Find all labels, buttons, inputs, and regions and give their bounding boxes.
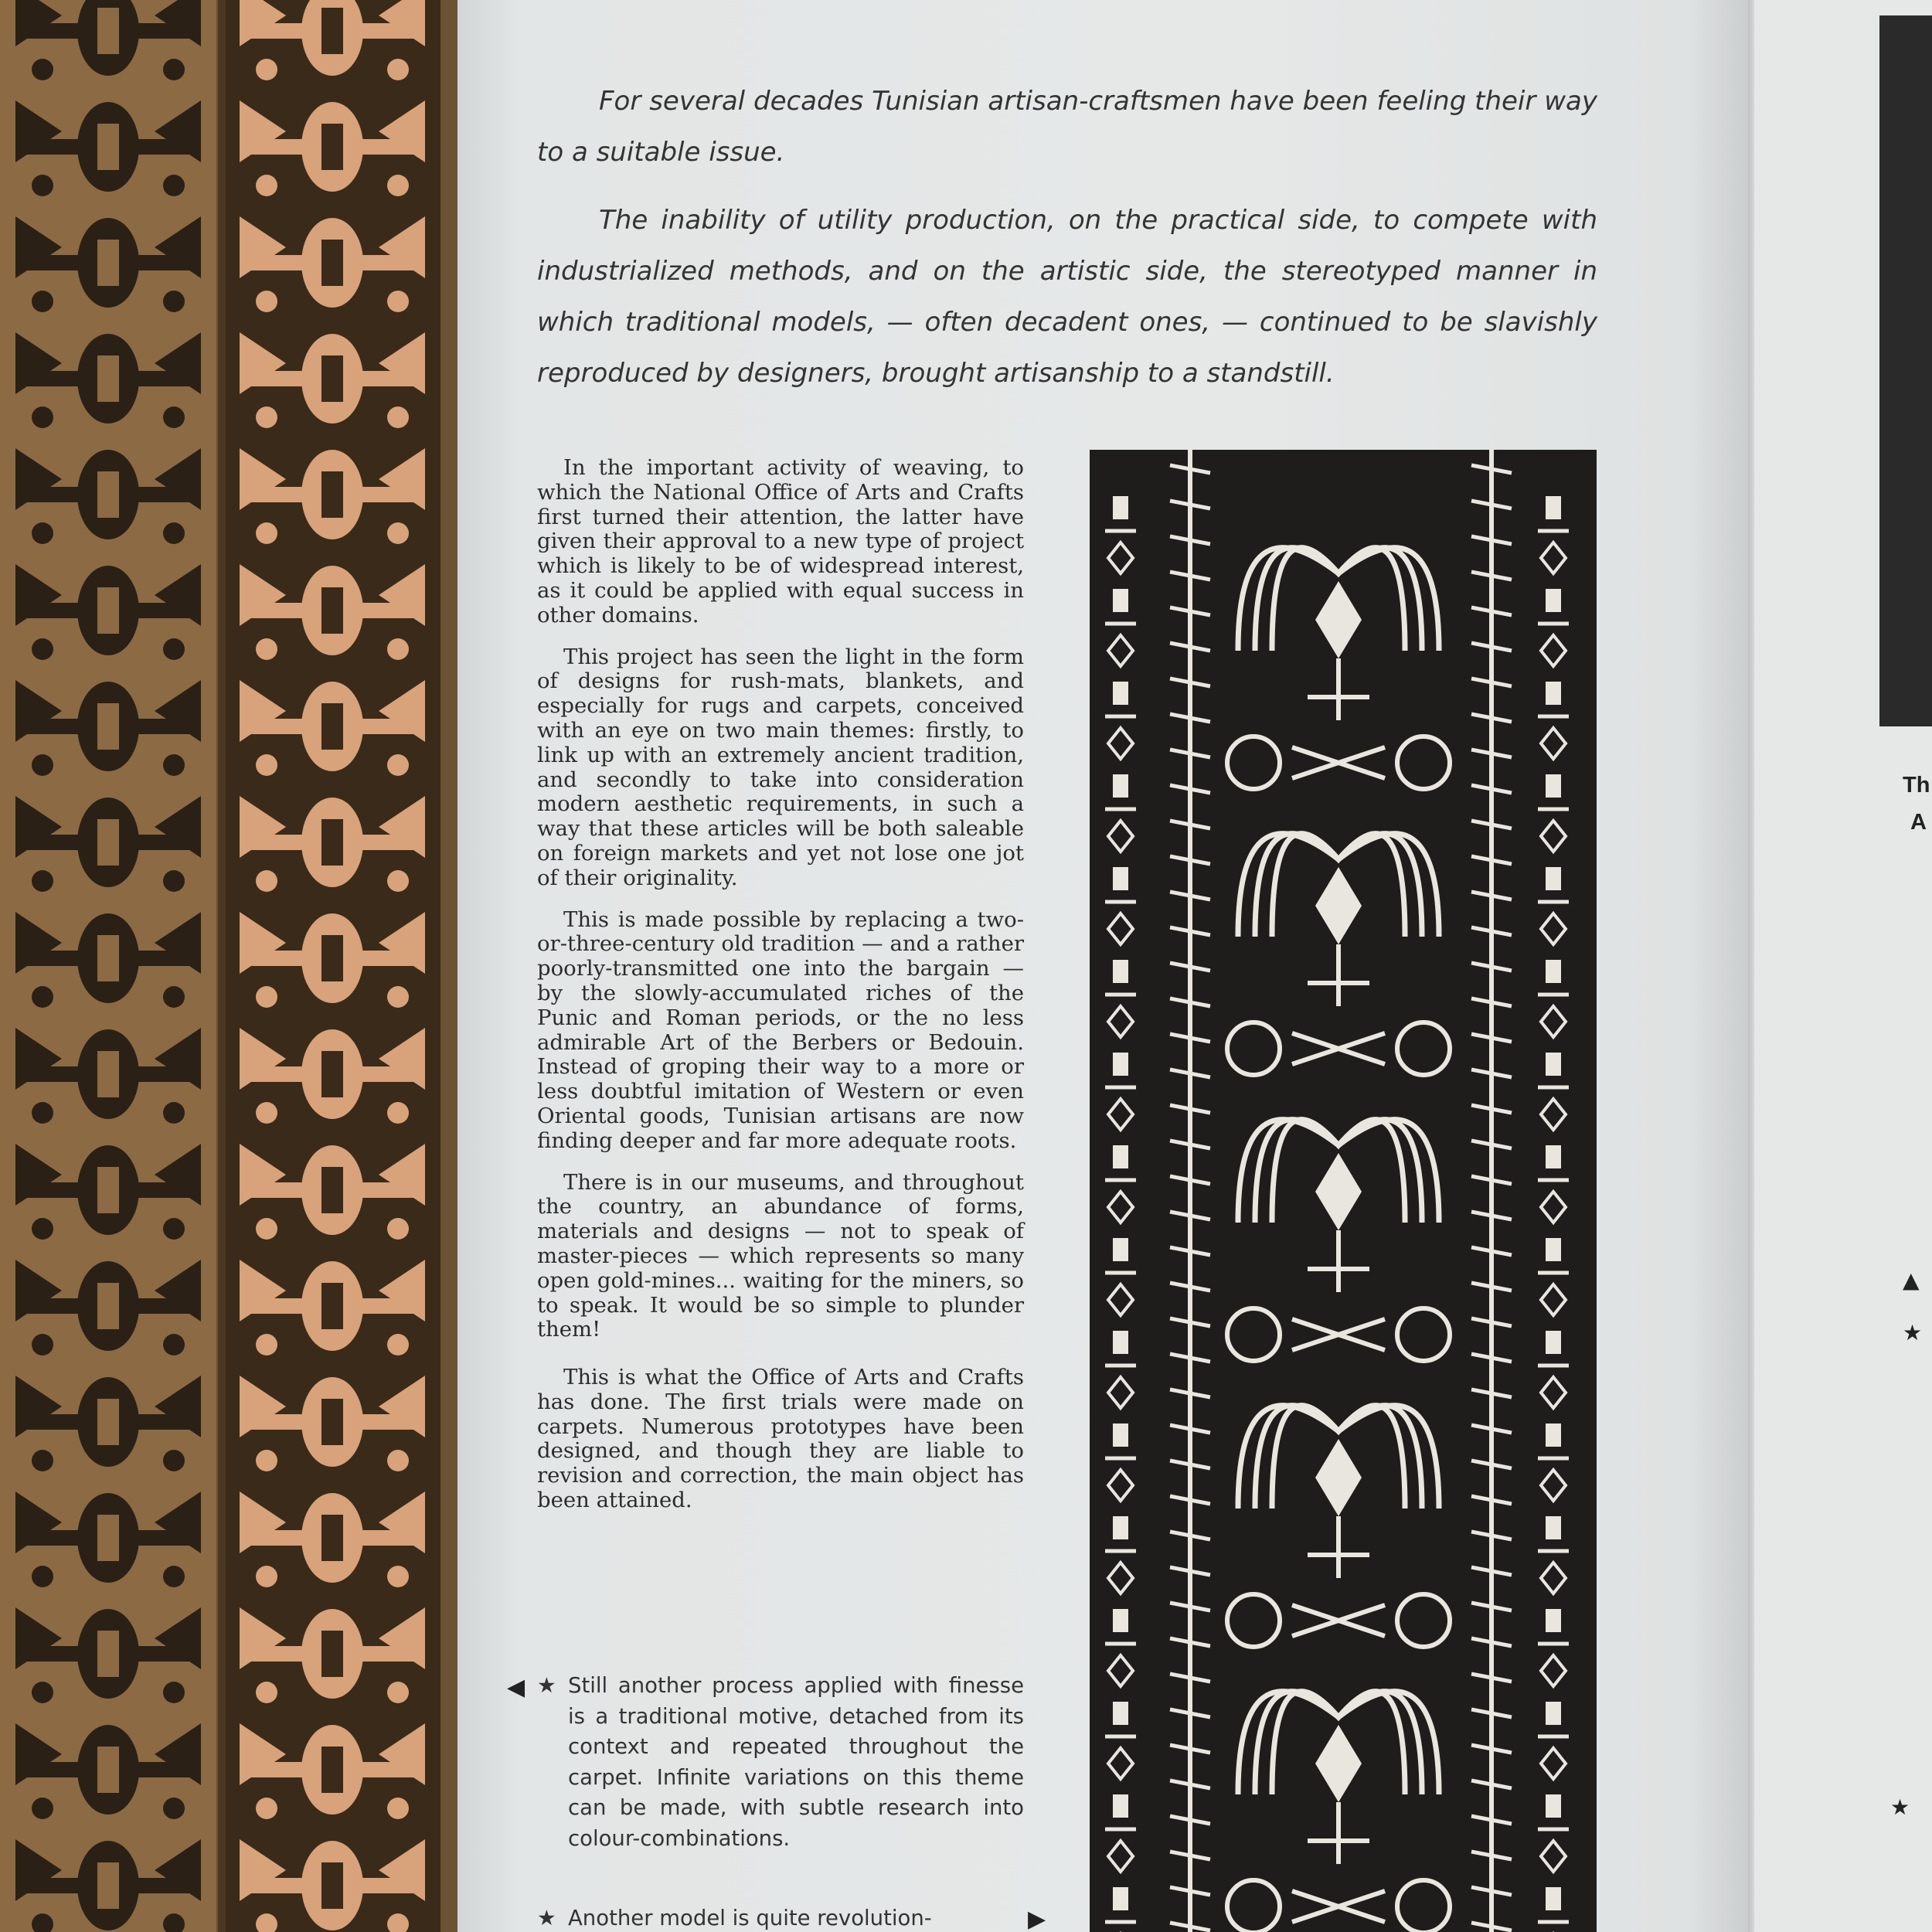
star-marker-icon: ★ — [1890, 1794, 1910, 1820]
adjacent-caption-fragment: A — [1910, 810, 1927, 835]
article-body — [537, 456, 1024, 1530]
star-marker-icon: ★ — [1903, 1320, 1923, 1345]
intro-paragraph: For several decades Tunisian artisan-craftsmen have been feeling their way to a suitable issue. — [537, 86, 1597, 168]
intro-paragraph: The inability of utility production, on the practical side, to compete with industrialized methods, and on the artistic side, the stereotyped manner in which traditional models, — often decadent ones, — continued to be slavishly reproduced by designers, brought artisanship to a standstill. — [537, 205, 1597, 389]
carpet-photograph — [0, 0, 457, 1932]
star-icon: ★ — [537, 1906, 556, 1930]
body-paragraph: In the important activity of weaving, to which the National Office of Arts and Crafts first turned their attention, the latter have given their approval to a new type of project which is likely to be of widespread interest, as it could be applied with equal success in other domains. — [537, 455, 1024, 628]
starred-caption-text: Still another process applied with finesse is a traditional motive, detached from its context and repeated throughout the carpet. Infinite variations on this theme can be made, with subtle research into colour-combinations. — [568, 1673, 1024, 1851]
starred-caption — [537, 1671, 1024, 1854]
adjacent-caption-fragment: Th — [1903, 773, 1930, 798]
body-paragraph: This is made possible by replacing a two-or-three-century old tradition — and a rather poorly-transmitted one into the bargain — by the slowly-accumulated riches of the Punic and Roman periods, or the no less admirable Art of the Berbers or Bedouin. Instead of groping their way to a more or less doubtful imitation of Western or even Oriental goods, Tunisian artisans are now finding deeper and far more adequate roots. — [537, 906, 1024, 1153]
woven-textile-photograph — [1090, 450, 1597, 1932]
triangle-marker-icon: ▲ — [1903, 1267, 1920, 1293]
body-paragraph: This is what the Office of Arts and Crafts has done. The first trials were made on carpets. Numerous prototypes have been designed, and though they are liable to revision and correction, the main object has been attained. — [537, 1365, 1024, 1513]
star-icon: ★ — [537, 1673, 556, 1698]
arrow-right-icon: ▶ — [1028, 1906, 1046, 1932]
starred-caption — [537, 1903, 1024, 1932]
starred-caption-text: Another model is quite revolution- — [568, 1906, 932, 1930]
arrow-left-icon: ◀ — [507, 1674, 526, 1701]
adjacent-page-image — [1879, 15, 1932, 726]
body-paragraph: This project has seen the light in the form of designs for rush-mats, blankets, and especially for rugs and carpets, conceived with an eye on two main themes: firstly, to link up with an extremely ancient tradition, and secondly to take into consideration modern aesthetic requirements, in such a way that these articles will be both saleable on foreign markets and yet not lose one jot of their originality. — [537, 644, 1024, 890]
body-paragraph: There is in our museums, and throughout the country, an abundance of forms, materials and designs — not to speak of master-pieces — which represents so many open gold-mines... waiting for the miners, so to speak. It would be so simple to plunder them! — [537, 1169, 1024, 1342]
